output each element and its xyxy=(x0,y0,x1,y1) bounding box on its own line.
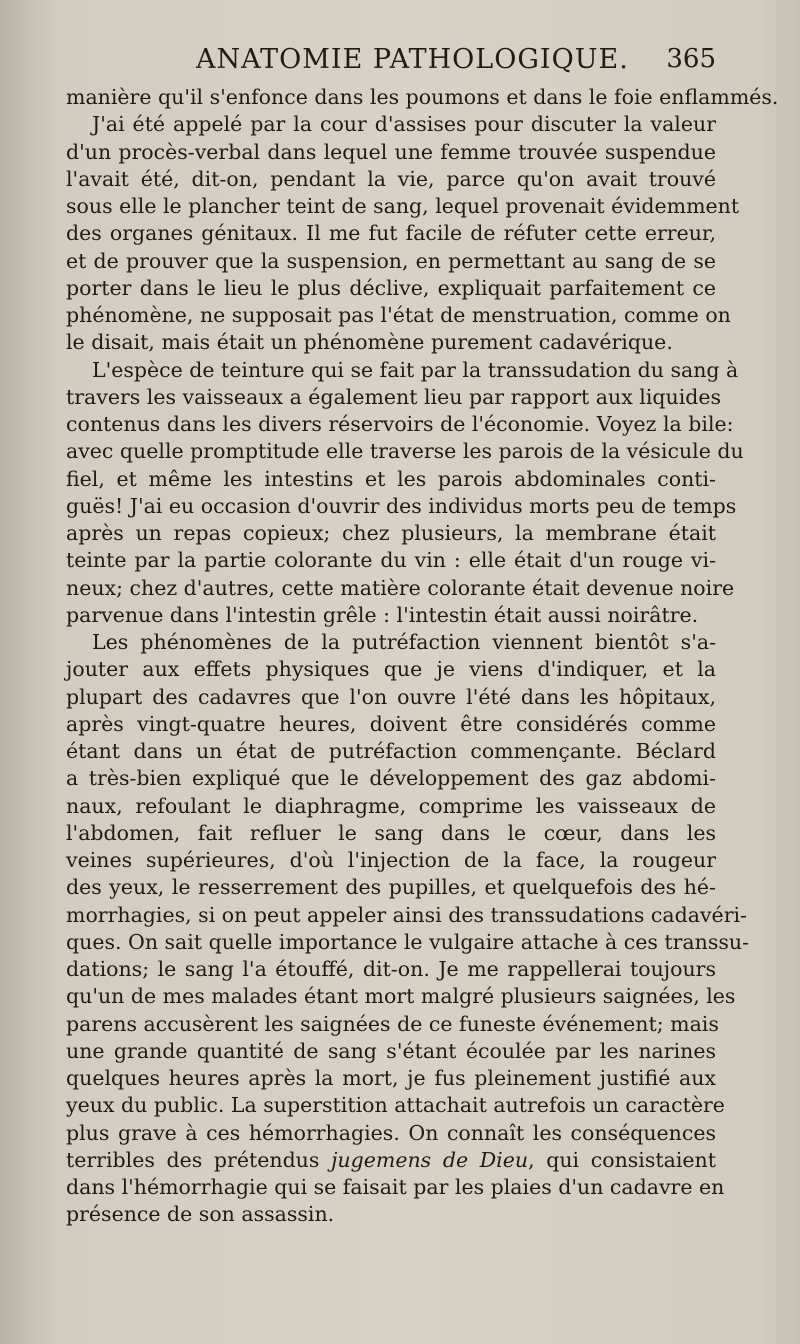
page-header xyxy=(66,44,716,84)
page-number: 365 xyxy=(666,44,716,74)
text-line: contenus dans les divers réservoirs de l'économie. Voyez la bile: xyxy=(66,412,734,436)
text-line: porter dans le lieu le plus déclive, expliquait parfaitement ce xyxy=(66,275,716,300)
text-line: jouter aux effets physiques que je viens d'indiquer, et la xyxy=(66,657,716,682)
text-line: parens accusèrent les saignées de ce funeste événement; mais xyxy=(66,1011,719,1036)
text-fragment: , qui consistaient xyxy=(528,1147,716,1172)
text-fragment: terribles des prétendus xyxy=(66,1147,332,1172)
text-line: phénomène, ne supposait pas l'état de menstruation, comme on xyxy=(66,303,731,327)
text-line: après un repas copieux; chez plusieurs, la membrane était xyxy=(66,521,716,545)
text-line: le disait, mais était un phénomène purement cadavérique. xyxy=(66,330,673,355)
text-line: yeux du public. La superstition attachait autrefois un caractère xyxy=(66,1093,725,1118)
running-title: ANATOMIE PATHOLOGIQUE. xyxy=(196,44,629,75)
text-line: morrhagies, si on peut appeler ainsi des transsudations cadavéri- xyxy=(66,902,747,927)
text-line: guës! J'ai eu occasion d'ouvrir des individus morts peu de temps xyxy=(66,493,737,518)
text-line: Les phénomènes de la putréfaction viennent bientôt s'a- xyxy=(92,630,716,654)
text-line: manière qu'il s'enfonce dans les poumons et dans le foie enflammés. xyxy=(66,85,779,109)
text-line: une grande quantité de sang s'étant écoulée par les narines xyxy=(66,1038,716,1063)
text-line: plupart des cadavres que l'on ouvre l'été dans les hôpitaux, xyxy=(66,684,716,709)
text-line: des organes génitaux. Il me fut facile de réfuter cette erreur, xyxy=(66,221,716,246)
text-line: sous elle le plancher teint de sang, lequel provenait évidemment xyxy=(66,194,740,218)
text-line: étant dans un état de putréfaction commençante. Béclard xyxy=(66,739,716,763)
text-line: veines supérieures, d'où l'injection de la face, la rougeur xyxy=(66,848,716,872)
text-line: l'avait été, dit-on, pendant la vie, parce qu'on avait trouvé xyxy=(66,166,716,191)
text-line: dans l'hémorrhagie qui se faisait par les plaies d'un cadavre en xyxy=(66,1175,725,1199)
text-line: dations; le sang l'a étouffé, dit-on. Je me rappellerai toujours xyxy=(66,957,716,981)
text-line: a très-bien expliqué que le développement des gaz abdomi- xyxy=(66,766,716,791)
text-line: naux, refoulant le diaphragme, comprime les vaisseaux de xyxy=(66,793,716,818)
text-line: fiel, et même les intestins et les parois abdominales conti- xyxy=(66,466,716,491)
text-line: quelques heures après la mort, je fus pleinement justifié aux xyxy=(66,1066,716,1090)
text-line: d'un procès-verbal dans lequel une femme trouvée suspendue xyxy=(66,139,716,164)
text-line: travers les vaisseaux a également lieu par rapport aux liquides xyxy=(66,384,722,409)
text-line: L'espèce de teinture qui se fait par la transsudation du sang à xyxy=(92,357,739,382)
text-line: parvenue dans l'intestin grêle : l'intestin était aussi noirâtre. xyxy=(66,602,699,627)
text-line: et de prouver que la suspension, en permettant au sang de se xyxy=(66,248,716,273)
body-text xyxy=(66,84,779,1229)
text-line: ques. On sait quelle importance le vulgaire attache à ces transsu- xyxy=(66,929,750,954)
text-line: teinte par la partie colorante du vin : elle était d'un rouge vi- xyxy=(66,548,716,573)
text-line: qu'un de mes malades étant mort malgré plusieurs saignées, les xyxy=(66,984,736,1009)
text-line: l'abdomen, fait refluer le sang dans le cœur, dans les xyxy=(66,820,716,845)
text-line: des yeux, le resserrement des pupilles, et quelquefois des hé- xyxy=(66,875,716,900)
text-line: neux; chez d'autres, cette matière colorante était devenue noire xyxy=(66,575,735,600)
italic-phrase: jugemens de Dieu xyxy=(331,1147,529,1172)
text-line xyxy=(66,1147,716,1174)
text-line: J'ai été appelé par la cour d'assises pour discuter la valeur xyxy=(92,112,716,137)
text-line: avec quelle promptitude elle traverse les parois de la vésicule du xyxy=(66,439,744,464)
text-line: plus grave à ces hémorrhagies. On connaît les conséquences xyxy=(66,1120,716,1145)
text-line: présence de son assassin. xyxy=(66,1202,335,1227)
text-line: après vingt-quatre heures, doivent être considérés comme xyxy=(66,711,716,736)
